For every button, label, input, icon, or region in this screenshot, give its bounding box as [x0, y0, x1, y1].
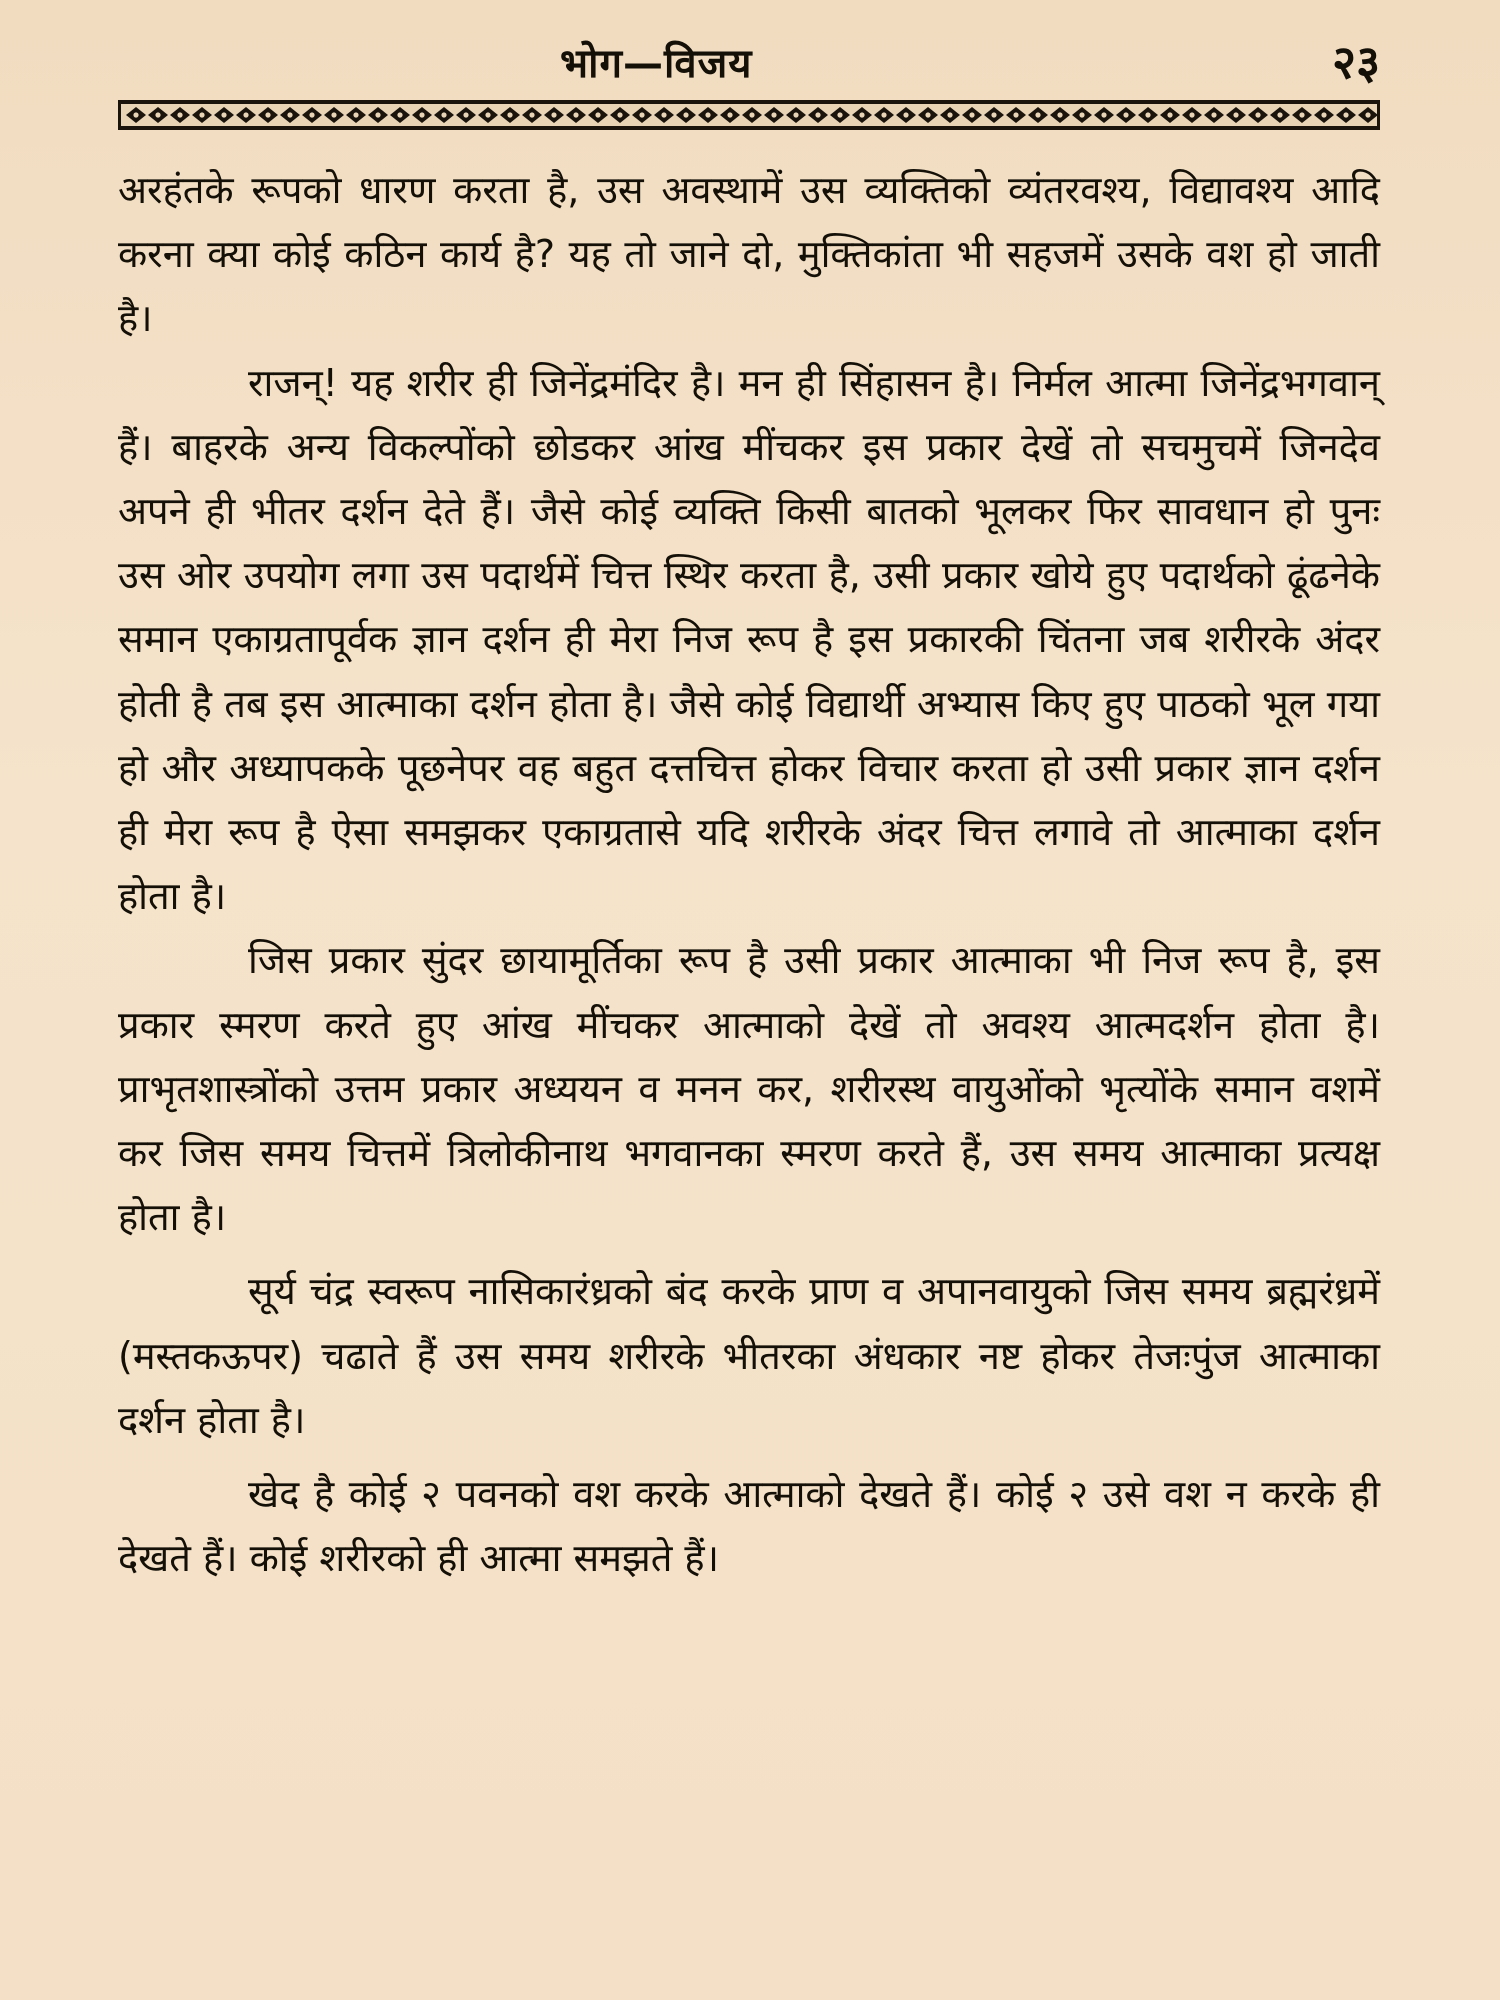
paragraph-5: खेद है कोई २ पवनको वश करके आत्माको देखते हैं। कोई २ उसे वश न करके ही देखते हैं। कोई शरीरको ही आत्मा समझते हैं। [118, 1472, 1380, 1581]
ornament-dot [639, 112, 644, 117]
ornament-dot [1299, 112, 1304, 117]
ornament-dot [815, 112, 820, 117]
ornament-dot [1167, 112, 1172, 117]
ornament-dot [727, 112, 732, 117]
ornamental-rule [118, 98, 1380, 132]
running-title: भोग—विजय [560, 41, 753, 87]
ornament-dot [749, 112, 754, 117]
ornament-dot [683, 112, 688, 117]
ornament-dot [1211, 112, 1216, 117]
ornament-dot [243, 112, 248, 117]
ornament-dot [265, 112, 270, 117]
ornament-dot [1255, 112, 1260, 117]
ornament-dot [485, 112, 490, 117]
ornament-dot [221, 112, 226, 117]
ornament-dot [463, 112, 468, 117]
ornament-dot [1079, 112, 1084, 117]
ornament-dot [375, 112, 380, 117]
ornament-dot [859, 112, 864, 117]
ornament-dot [771, 112, 776, 117]
ornament-dot [573, 112, 578, 117]
ornament-dot [551, 112, 556, 117]
ornament-dot [991, 112, 996, 117]
ornament-dot [1233, 112, 1238, 117]
ornament-dot [1189, 112, 1194, 117]
ornament-dot [925, 112, 930, 117]
ornament-dot [177, 112, 182, 117]
ornament-dot [881, 112, 886, 117]
ornament-dot [133, 112, 138, 117]
paragraph-2: राजन्! यह शरीर ही जिनेंद्रमंदिर है। मन ही सिंहासन है। निर्मल आत्मा जिनेंद्रभगवान् हैं। बाहरके अन्य विकल्पोंको छोडकर आंख मींचकर इस प्रकार देखें तो सचमुचमें जिनदेव अपने ही भीतर दर्शन देते हैं। जैसे कोई व्यक्ति किसी बातको भूलकर फिर सावधान हो पुनः उस ओर उपयोग लगा उस पदार्थमें चित्त स्थिर करता है, उसी प्रकार खोये हुए पदार्थको ढूंढनेके समान एकाग्रतापूर्वक ज्ञान दर्शन ही मेरा निज रूप है इस प्रकारकी चिंतना जब शरीरके अंदर होती है तब इस आत्माका दर्शन होता है। जैसे कोई विद्यार्थी अभ्यास किए हुए पाठको भूल गया हो और अध्यापकके पूछनेपर वह बहुत दत्तचित्त होकर विचार करता हो उसी प्रकार ज्ञान दर्शन ही मेरा रूप है ऐसा समझकर एकाग्रतासे यदि शरीरके अंदर चित्त लगावे तो आत्माका दर्शन होता है। [118, 360, 1380, 919]
ornament-dot [397, 112, 402, 117]
ornament-dot [1035, 112, 1040, 117]
ornament-dot [1101, 112, 1106, 117]
ornament-dot [155, 112, 160, 117]
ornament-dot [287, 112, 292, 117]
ornament-dot [529, 112, 534, 117]
ornament-dot [1057, 112, 1062, 117]
ornament-dot [441, 112, 446, 117]
ornament-dot [1013, 112, 1018, 117]
ornament-dot [419, 112, 424, 117]
ornament-dot [331, 112, 336, 117]
ornament-dot [199, 112, 204, 117]
ornament-dot [309, 112, 314, 117]
paragraph-4: सूर्य चंद्र स्वरूप नासिकारंध्रको बंद करके प्राण व अपानवायुको जिस समय ब्रह्मरंध्रमें (मस्तकऊपर) चढाते हैं उस समय शरीरके भीतरका अंधकार नष्ट होकर तेजःपुंज आत्माका दर्शन होता है। [118, 1269, 1380, 1442]
page-number: २३ [1332, 35, 1380, 89]
ornament-dot [1365, 112, 1370, 117]
ornament-dot [661, 112, 666, 117]
ornament-dot [1123, 112, 1128, 117]
ornament-dot [1343, 112, 1348, 117]
body-text [118, 158, 1380, 1590]
ornament-dot [617, 112, 622, 117]
ornament-dot [947, 112, 952, 117]
ornament-dot [1321, 112, 1326, 117]
ornament-dot [793, 112, 798, 117]
ornament-dot [837, 112, 842, 117]
paragraph-3: जिस प्रकार सुंदर छायामूर्तिका रूप है उसी प्रकार आत्माका भी निज रूप है, इस प्रकार स्मरण करते हुए आंख मींचकर आत्माको देखें तो अवश्य आत्मदर्शन होता है। प्राभृतशास्त्रोंको उत्तम प्रकार अध्ययन व मनन कर, शरीरस्थ वायुओंको भृत्योंके समान वशमें कर जिस समय चित्तमें त्रिलोकीनाथ भगवानका स्मरण करते हैं, उस समय आत्माका प्रत्यक्ष होता है। [118, 938, 1380, 1240]
ornament-dot [1145, 112, 1150, 117]
ornament-dot [903, 112, 908, 117]
ornament-dot [1277, 112, 1282, 117]
paragraph-1: अरहंतके रूपको धारण करता है, उस अवस्थामें उस व्यक्तिको व्यंतरवश्य, विद्यावश्य आदि करना क्या कोई कठिन कार्य है? यह तो जाने दो, मुक्तिकांता भी सहजमें उसके वश हो जाती है। [118, 168, 1380, 341]
ornament-dot [969, 112, 974, 117]
ornament-dot [705, 112, 710, 117]
ornament-dot [595, 112, 600, 117]
ornament-dot [507, 112, 512, 117]
ornament-dot [353, 112, 358, 117]
page-header [120, 28, 1380, 98]
